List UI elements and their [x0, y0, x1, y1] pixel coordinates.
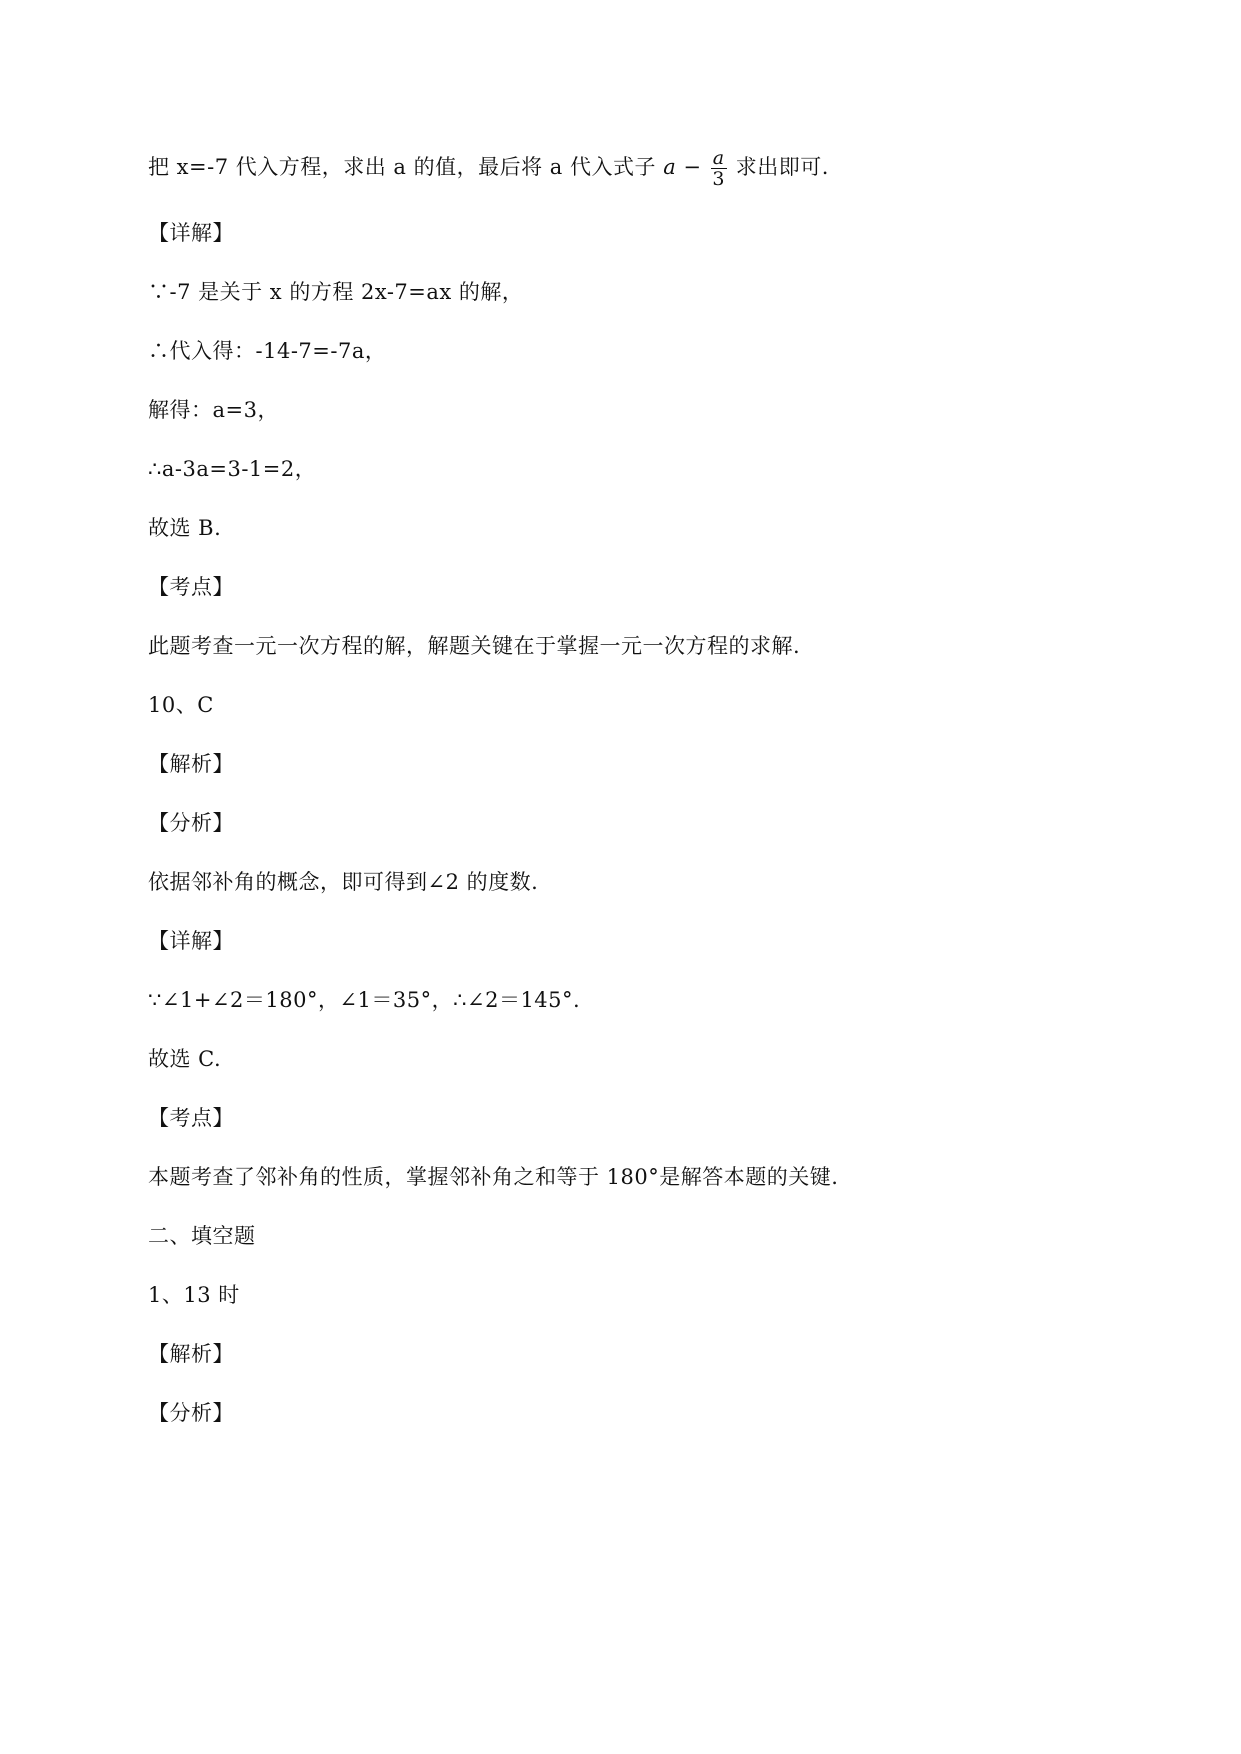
section-heading-key-point: 【考点】: [148, 575, 234, 599]
section-heading-detail: 【详解】: [148, 929, 234, 953]
section-heading-analysis: 【分析】: [148, 1401, 234, 1425]
expression-variable: a: [663, 155, 677, 179]
hint-text-pre: 把 x=-7 代入方程，求出 a 的值，最后将 a 代入式子: [148, 155, 656, 179]
section-heading-explanation: 【解析】: [148, 752, 234, 776]
section-heading-analysis: 【分析】: [148, 811, 234, 835]
question-answer-heading: 1、13 时: [148, 1283, 240, 1307]
fraction-expression: [711, 148, 727, 189]
analysis-text: 依据邻补角的概念，即可得到∠2 的度数.: [148, 870, 539, 894]
key-point-text: 本题考查了邻补角的性质，掌握邻补角之和等于 180°是解答本题的关键.: [148, 1165, 839, 1189]
section-heading-detail: 【详解】: [148, 221, 234, 245]
key-point-text: 此题考查一元一次方程的解，解题关键在于掌握一元一次方程的求解.: [148, 634, 801, 658]
section-heading-key-point: 【考点】: [148, 1106, 234, 1130]
fraction-denominator: 3: [712, 168, 725, 190]
answer-choice-line: 故选 B.: [148, 516, 222, 540]
section-heading-explanation: 【解析】: [148, 1342, 234, 1366]
solution-step: ∴代入得：-14-7=-7a，: [148, 339, 387, 363]
solution-step: ∵∠1+∠2＝180°，∠1＝35°，∴∠2＝145°.: [148, 988, 581, 1012]
solution-step: ∴a-3a=3-1=2，: [148, 457, 317, 481]
question-answer-heading: 10、C: [148, 693, 214, 717]
expression-operator: −: [683, 155, 702, 179]
hint-text-post: 求出即可.: [735, 155, 829, 179]
part-heading-fill-in: 二、填空题: [148, 1224, 256, 1248]
fraction-numerator: a: [712, 147, 725, 169]
analysis-hint-line: [148, 148, 829, 189]
answer-choice-line: 故选 C.: [148, 1047, 222, 1071]
solution-step: ∵-7 是关于 x 的方程 2x-7=ax 的解，: [148, 280, 524, 304]
solution-step: 解得：a=3，: [148, 398, 279, 422]
